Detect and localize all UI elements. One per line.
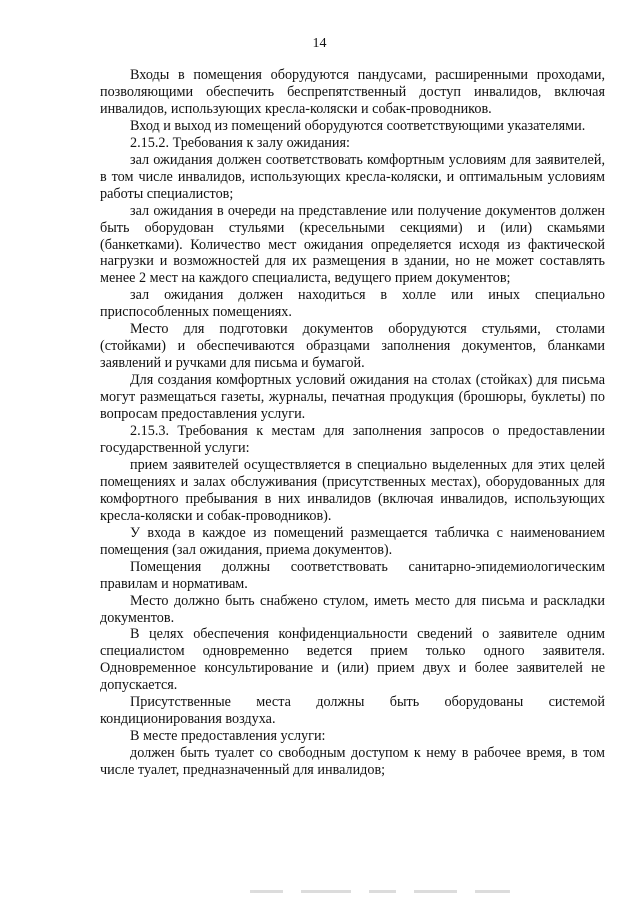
section-heading-2-15-3: 2.15.3. Требования к местам для заполнения запросов о предоставлении государственной услуги: (100, 423, 605, 456)
paragraph-air-conditioning: Присутственные места должны быть оборудованы системой кондиционирования воздуха. (100, 694, 605, 728)
paragraph-waiting-hall-location: зал ожидания должен находиться в холле или иных специально приспособленных помещениях. (100, 287, 605, 321)
section-heading-2-15-2: 2.15.2. Требования к залу ожидания: (130, 134, 350, 151)
paragraph-sanitary-rules: Помещения должны соответствовать санитарно-эпидемиологическим правилам и нормативам. (100, 558, 605, 592)
paragraph-room-nameplate: У входа в каждое из помещений размещается табличка с наименованием помещения (зал ожидания, приема документов). (100, 524, 605, 558)
paragraph-waiting-hall-seating: зал ожидания в очереди на представление или получение документов должен быть оборудован стульями (кресельными секциями) и (или) скамьями (банкетками). Количество мест ожидания определяется исходя из фактической нагрузки и возможностей для их размещения в здании, но не может составлять менее 2 мест на каждого специалиста, ведущего прием документов; (100, 202, 605, 287)
paragraph-waiting-hall-comfort: зал ожидания должен соответствовать комфортным условиям для заявителей, в том числе инвалидов, использующих кресла-коляски, и оптимальным условиям работы специалистов; (100, 151, 605, 202)
paragraph-entrances-ramps: Входы в помещения оборудуются пандусами, расширенными проходами, позволяющими обеспечить беспрепятственный доступ инвалидов, включая инвалидов, использующих кресла-коляски и собак-проводников. (100, 67, 605, 117)
paragraph-chair-writing-place: Место должно быть снабжено стулом, иметь место для письма и раскладки документов. (100, 592, 605, 626)
paragraph-printed-materials: Для создания комфортных условий ожидания на столах (стойках) для письма могут размещаться газеты, журналы, печатная продукция (брошюры, буклеты) по вопросам предоставления услуги. (100, 372, 605, 423)
scan-edge-marks (250, 890, 510, 896)
document-body (100, 67, 605, 779)
paragraph-entrance-exit-signs: Вход и выход из помещений оборудуются соответствующими указателями. (130, 117, 586, 134)
paragraph-document-preparation-area: Место для подготовки документов оборудуются стульями, столами (стойками) и обеспечиваются образцами заполнения документов, бланками заявлений и ручками для письма и бумагой. (100, 321, 605, 372)
paragraph-confidentiality: В целях обеспечения конфиденциальности сведений о заявителе одним специалистом одновременно ведется прием только одного заявителя. Одновременное консультирование и (или) прием двух и более заявителей не допускается. (100, 626, 605, 694)
paragraph-toilet-access: должен быть туалет со свободным доступом к нему в рабочее время, в том числе туалет, предназначенный для инвалидов; (100, 745, 605, 779)
paragraph-service-location: В месте предоставления услуги: (130, 728, 326, 745)
page-number: 14 (312, 36, 327, 51)
paragraph-applicant-reception: прием заявителей осуществляется в специально выделенных для этих целей помещениях и залах обслуживания (присутственных местах), оборудованных для комфортного пребывания в них инвалидов (включая инвалидов, использующих кресла-коляски и собак-проводников). (100, 456, 605, 524)
